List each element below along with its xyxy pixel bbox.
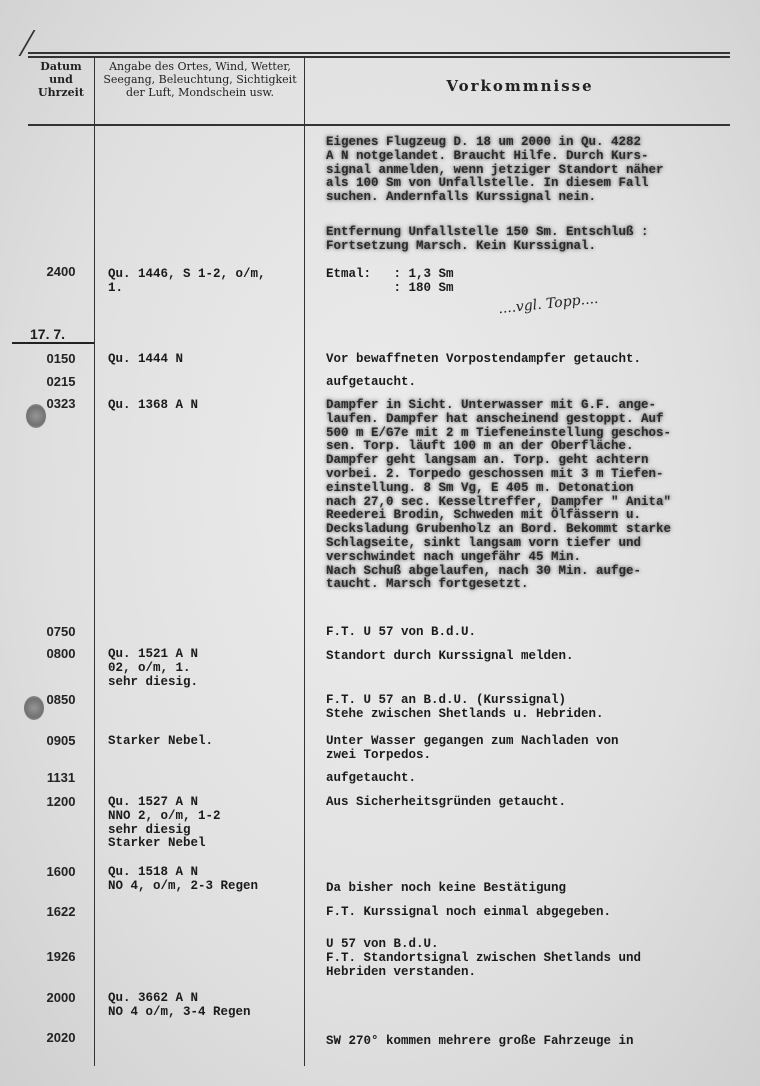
entry-location: Qu. 1368 A N	[108, 398, 199, 412]
date-underline	[12, 342, 94, 344]
header-events: Vorkommnisse	[446, 77, 594, 95]
event-text: SW 270° kommen mehrere große Fahrzeuge in	[326, 1034, 634, 1048]
entry-location: Starker Nebel.	[108, 734, 214, 748]
event-text: Aus Sicherheitsgründen getaucht.	[326, 795, 567, 809]
entry-location: Qu. 1446, S 1-2, o/m, 1.	[108, 267, 266, 295]
entry-time: 1926	[46, 949, 76, 964]
entry-time: 2400	[46, 264, 76, 279]
entry-time: 0905	[46, 733, 76, 748]
event-text: Unter Wasser gegangen zum Nachladen von zwei Torpedos.	[326, 734, 619, 762]
header-date: Datum und Uhrzeit	[38, 60, 84, 99]
header-location: Angabe des Ortes, Wind, Wetter, Seegang, Beleuchtung, Sichtigkeit der Luft, Mondschein usw.	[103, 60, 297, 99]
event-text: U 57 von B.d.U. F.T. Standortsignal zwischen Shetlands und Hebriden verstanden.	[326, 937, 642, 979]
entry-time: 1200	[46, 794, 76, 809]
entry-time: 2020	[46, 1030, 76, 1045]
entry-time: 1131	[46, 770, 76, 785]
event-text: Etmal: : 1,3 Sm : 180 Sm	[326, 267, 454, 295]
entry-time: 0215	[46, 374, 76, 389]
entry-location: Qu. 1527 A N NNO 2, o/m, 1-2 sehr diesig Starker Nebel	[108, 795, 221, 851]
entry-time: 1600	[46, 864, 76, 879]
entry-time: 0150	[46, 351, 76, 366]
entry-time: 2000	[46, 990, 76, 1005]
event-text: aufgetaucht.	[326, 771, 417, 785]
event-text: F.T. Kurssignal noch einmal abgegeben.	[326, 905, 612, 919]
entry-location: Qu. 1521 A N 02, o/m, 1. sehr diesig.	[108, 647, 199, 689]
top-rule-2	[28, 56, 730, 58]
event-text: F.T. U 57 an B.d.U. (Kurssignal) Stehe zwischen Shetlands u. Hebriden.	[326, 693, 604, 721]
event-text: Vor bewaffneten Vorpostendampfer getaucht.	[326, 352, 642, 366]
top-rule	[28, 52, 730, 54]
entry-location: Qu. 1444 N	[108, 352, 184, 366]
event-text: Dampfer in Sicht. Unterwasser mit G.F. ange- laufen. Dampfer hat anscheinend gestoppt. Auf 500 m E/G7e mit 2 m Tiefeneinstellung geschos- sen. Torp. läuft 100 m an der Oberfläche. Dampfer geht langsam an. Torp. geht achtern vorbei. 2. Torpedo geschossen mit 3 m Tiefen- einstellung. 8 Sm Vg, E 405 m. Detonation nach 27,0 sec. Kesseltreffer, Dampfer " Anita" Reederei Brodin, Schweden mit Ölfässern u. Decksladung Grubenholz an Bord. Bekommt starke Schlagseite, sinkt langsam vorn tiefer und verschwindet nach ungefähr 45 Min. Nach Schuß abgelaufen, nach 30 Min. aufge- taucht. Marsch fortgesetzt.	[326, 398, 672, 592]
entry-time: 0800	[46, 646, 76, 661]
header-rule	[28, 124, 730, 126]
entry-time: 1622	[46, 904, 76, 919]
event-text: Eigenes Flugzeug D. 18 um 2000 in Qu. 4282 A N notgelandet. Braucht Hilfe. Durch Kurs- signal anmelden, wenn jetziger Standort näher als 100 Sm von Unfallstelle. In diesem Fall suchen. Andernfalls Kurssignal nein.	[326, 135, 664, 205]
column-divider-1	[94, 56, 95, 1066]
event-text: aufgetaucht.	[326, 375, 417, 389]
event-text: Da bisher noch keine Bestätigung	[326, 880, 567, 895]
entry-time: 0323	[46, 396, 76, 411]
entry-location: Qu. 1518 A N NO 4, o/m, 2-3 Regen	[108, 865, 259, 893]
entry-time: 0750	[46, 624, 76, 639]
entry-location: Qu. 3662 A N NO 4 o/m, 3-4 Regen	[108, 991, 251, 1019]
handwritten-signature: ....vgl. Topp....	[497, 290, 600, 318]
event-text: Entfernung Unfallstelle 150 Sm. Entschluß : Fortsetzung Marsch. Kein Kurssignal.	[326, 225, 649, 253]
event-text: F.T. U 57 von B.d.U.	[326, 625, 477, 639]
date-marker: 17. 7.	[30, 326, 66, 342]
entry-time: 0850	[46, 692, 76, 707]
column-divider-2	[304, 56, 305, 1066]
event-text: Standort durch Kurssignal melden.	[326, 649, 574, 663]
